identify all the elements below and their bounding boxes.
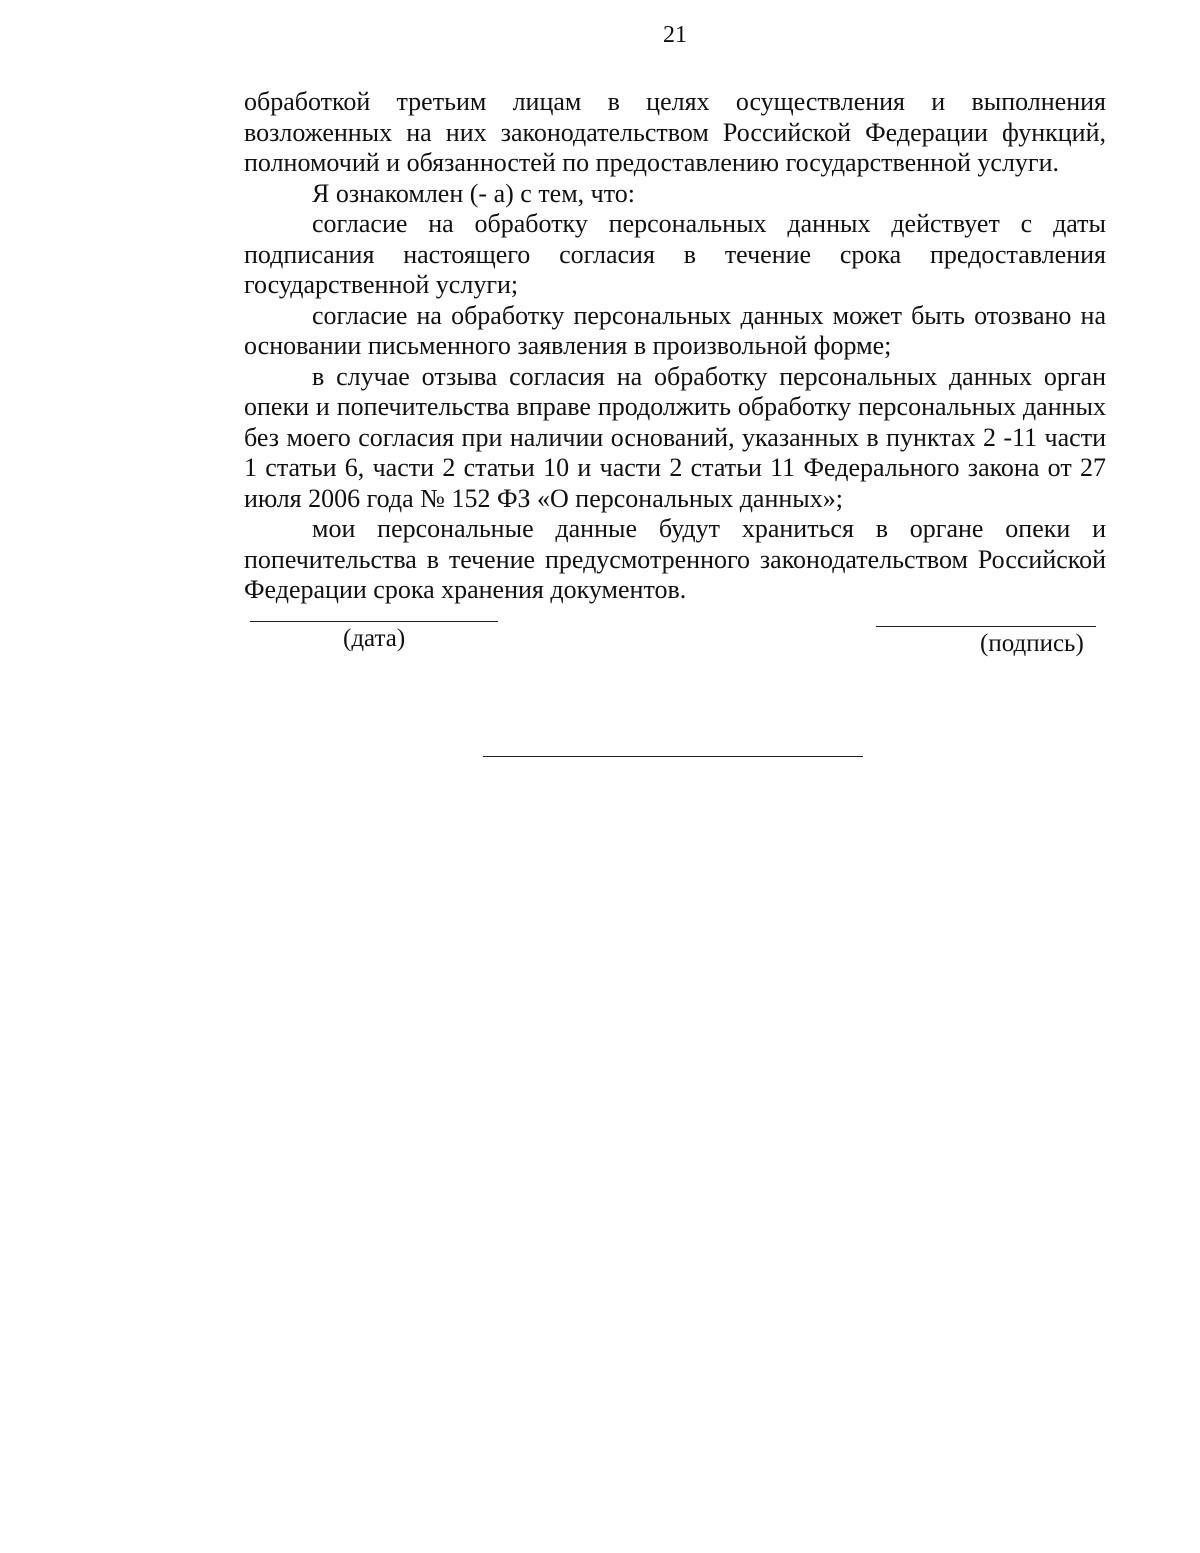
document-body [244,87,1106,606]
signature-label: (подпись) [980,630,1084,657]
page-number: 21 [663,22,687,48]
paragraph-continuation: обработкой третьим лицам в целях осуществления и выполнения возложенных на них законодательством Российской Федерации функций, полномочий и обязанностей по предоставлению государственной услуги. [244,87,1106,177]
paragraph-consent-validity: согласие на обработку персональных данных действует с даты подписания настоящего согласия в течение срока предоставления государственной услуги; [244,209,1106,299]
end-of-document-divider [483,756,863,757]
paragraph-consent-revocation: согласие на обработку персональных данных может быть отозвано на основании письменного заявления в произвольной форме; [244,300,1106,360]
paragraph-revocation-consequences: в случае отзыва согласия на обработку персональных данных орган опеки и попечительства вправе продолжить обработку персональных данных без моего согласия при наличии оснований, указанных в пунктах 2 -11 части 1 статьи 6, части 2 статьи 10 и части 2 статьи 11 Федерального закона от 27 июля 2006 года № 152 ФЗ «О персональных данных»; [244,361,1106,513]
paragraph-acknowledgement: Я ознакомлен (- а) с тем, что: [312,178,635,208]
paragraph-data-storage: мои персональные данные будут храниться в органе опеки и попечительства в течение предусмотренного законодательством Российской Федерации срока хранения документов. [244,514,1106,604]
date-signature-line [250,621,498,622]
signature-line [876,626,1096,627]
date-label: (дата) [343,625,406,652]
